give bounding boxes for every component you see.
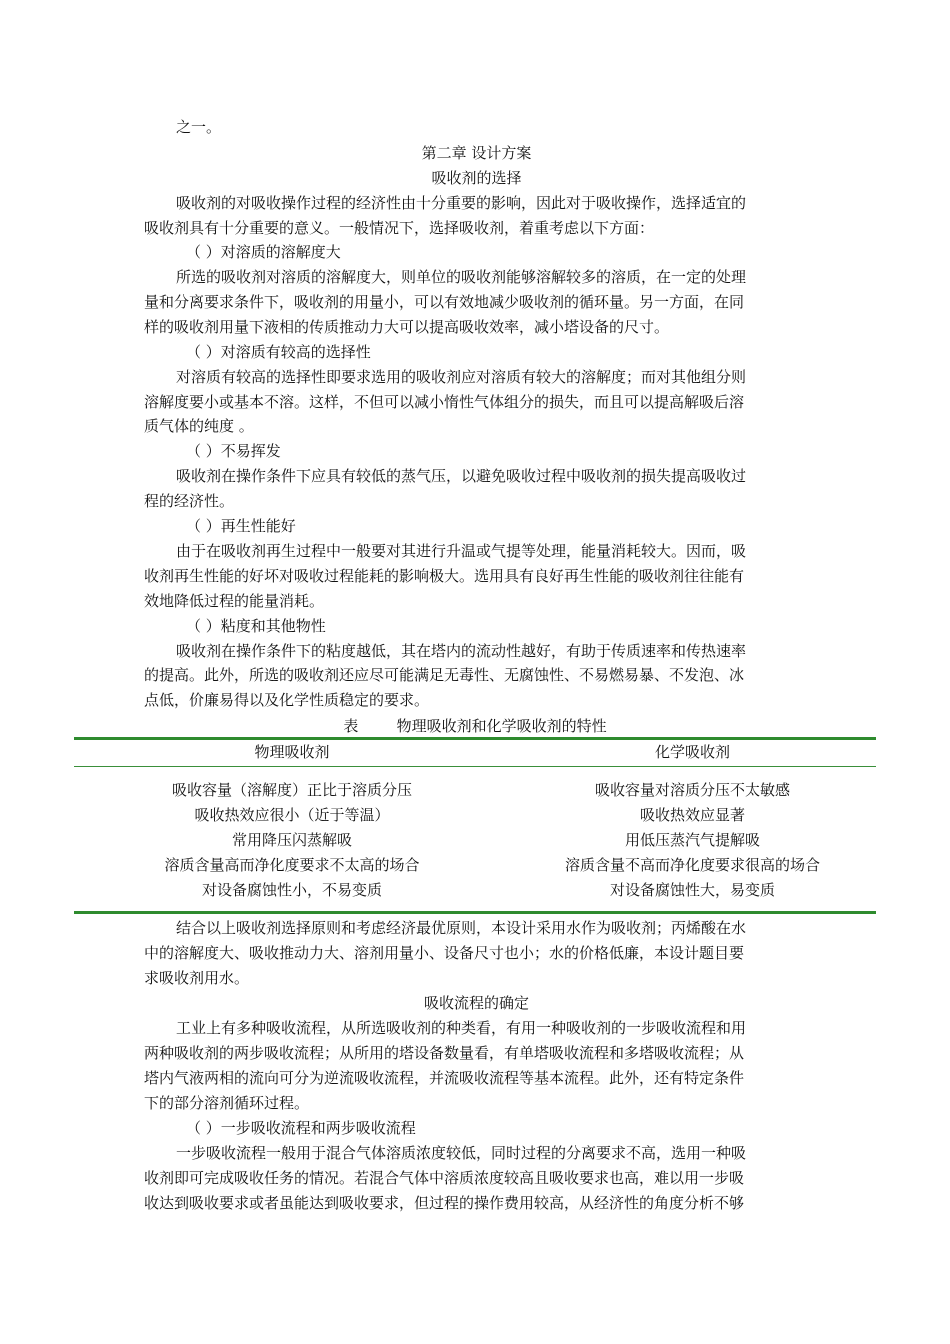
paragraph-line: 求吸收剂用水。 [144, 969, 250, 987]
list-heading: （ ）不易挥发 [186, 442, 281, 460]
table-header-rule [74, 766, 876, 767]
paragraph-line: 点低，价廉易得以及化学性质稳定的要求。 [144, 691, 430, 709]
list-heading: （ ）再生性能好 [186, 517, 296, 535]
paragraph-line: 收达到吸收要求或者虽能达到吸收要求，但过程的操作费用较高，从经济性的角度分析不够 [144, 1194, 745, 1212]
table-header-physical: 物理吸收剂 [254, 743, 330, 761]
list-heading: （ ）粘度和其他物性 [186, 617, 326, 635]
paragraph-line: 质气体的纯度 。 [144, 417, 254, 435]
paragraph-line: 收剂即可完成吸收任务的情况。若混合气体中溶质浓度较高且吸收要求也高，难以用一步吸 [144, 1169, 745, 1187]
paragraph-line: 程的经济性。 [144, 492, 235, 510]
paragraph-line: 塔内气液两相的流向可分为逆流吸收流程，并流吸收流程等基本流程。此外，还有特定条件 [144, 1069, 745, 1087]
paragraph-line: 所选的吸收剂对溶质的溶解度大，则单位的吸收剂能够溶解较多的溶质，在一定的处理 [176, 268, 747, 286]
section-heading: 吸收剂的选择 [431, 169, 522, 187]
paragraph-line: 吸收剂具有十分重要的意义。一般情况下，选择吸收剂，着重考虑以下方面： [144, 219, 655, 237]
table-bottom-rule [74, 911, 876, 914]
paragraph-line: 吸收剂在操作条件下的粘度越低，其在塔内的流动性越好，有助于传质速率和传热速率 [176, 642, 747, 660]
paragraph-line: 样的吸收剂用量下液相的传质推动力大可以提高吸收效率，减小塔设备的尺寸。 [144, 318, 670, 336]
table-cell: 溶质含量高而净化度要求不太高的场合 [164, 856, 420, 874]
section-heading: 吸收流程的确定 [423, 994, 529, 1012]
paragraph-line: 中的溶解度大、吸收推动力大、溶剂用量小、设备尺寸也小；水的价格低廉，本设计题目要 [144, 944, 745, 962]
paragraph-line: 结合以上吸收剂选择原则和考虑经济最优原则，本设计采用水作为吸收剂；丙烯酸在水 [176, 919, 747, 937]
table-cell: 溶质含量不高而净化度要求很高的场合 [564, 856, 820, 874]
paragraph-line: 量和分离要求条件下，吸收剂的用量小，可以有效地减少吸收剂的循环量。另一方面，在同 [144, 293, 745, 311]
list-heading: （ ）一步吸收流程和两步吸收流程 [186, 1119, 416, 1137]
table-cell: 常用降压闪蒸解吸 [231, 831, 352, 849]
list-heading: （ ）对溶质有较高的选择性 [186, 343, 371, 361]
table-cell: 吸收容量对溶质分压不太敏感 [594, 781, 790, 799]
list-heading: （ ）对溶质的溶解度大 [186, 243, 341, 261]
paragraph-line: 效地降低过程的能量消耗。 [144, 592, 325, 610]
table-cell: 吸收热效应显著 [639, 806, 745, 824]
table-cell: 吸收容量（溶解度）正比于溶质分压 [171, 781, 412, 799]
table-cell: 对设备腐蚀性大，易变质 [609, 881, 775, 899]
table-header-chemical: 化学吸收剂 [654, 743, 730, 761]
table-cell: 吸收热效应很小（近于等温） [194, 806, 390, 824]
paragraph-line: 下的部分溶剂循环过程。 [144, 1094, 310, 1112]
paragraph-line: 由于在吸收剂再生过程中一般要对其进行升温或气提等处理，能量消耗较大。因而，吸 [176, 542, 747, 560]
paragraph-line: 两种吸收剂的两步吸收流程；从所用的塔设备数量看，有单塔吸收流程和多塔吸收流程；从 [144, 1044, 745, 1062]
paragraph-line: 吸收剂的对吸收操作过程的经济性由十分重要的影响，因此对于吸收操作，选择适宜的 [176, 194, 747, 212]
paragraph-line: 之一。 [176, 118, 222, 136]
chapter-heading: 第二章 设计方案 [421, 144, 532, 162]
paragraph-line: 工业上有多种吸收流程，从所选吸收剂的种类看，有用一种吸收剂的一步吸收流程和用 [176, 1019, 747, 1037]
paragraph-line: 的提高。此外，所选的吸收剂还应尽可能满足无毒性、无腐蚀性、不易燃易暴、不发泡、冰 [144, 666, 745, 684]
paragraph-line: 收剂再生性能的好坏对吸收过程能耗的影响极大。选用具有良好再生性能的吸收剂往往能有 [144, 567, 745, 585]
paragraph-line: 对溶质有较高的选择性即要求选用的吸收剂应对溶质有较大的溶解度；而对其他组分则 [176, 368, 747, 386]
paragraph-line: 一步吸收流程一般用于混合气体溶质浓度较低，同时过程的分离要求不高，选用一种吸 [176, 1144, 747, 1162]
table-cell: 对设备腐蚀性小，不易变质 [201, 881, 382, 899]
paragraph-line: 溶解度要小或基本不溶。这样，不但可以减小惰性气体组分的损失，而且可以提高解吸后溶 [144, 393, 745, 411]
paragraph-line: 吸收剂在操作条件下应具有较低的蒸气压，以避免吸收过程中吸收剂的损失提高吸收过 [176, 467, 747, 485]
table-caption: 表 物理吸收剂和化学吸收剂的特性 [343, 717, 607, 735]
table-cell: 用低压蒸汽气提解吸 [624, 831, 760, 849]
